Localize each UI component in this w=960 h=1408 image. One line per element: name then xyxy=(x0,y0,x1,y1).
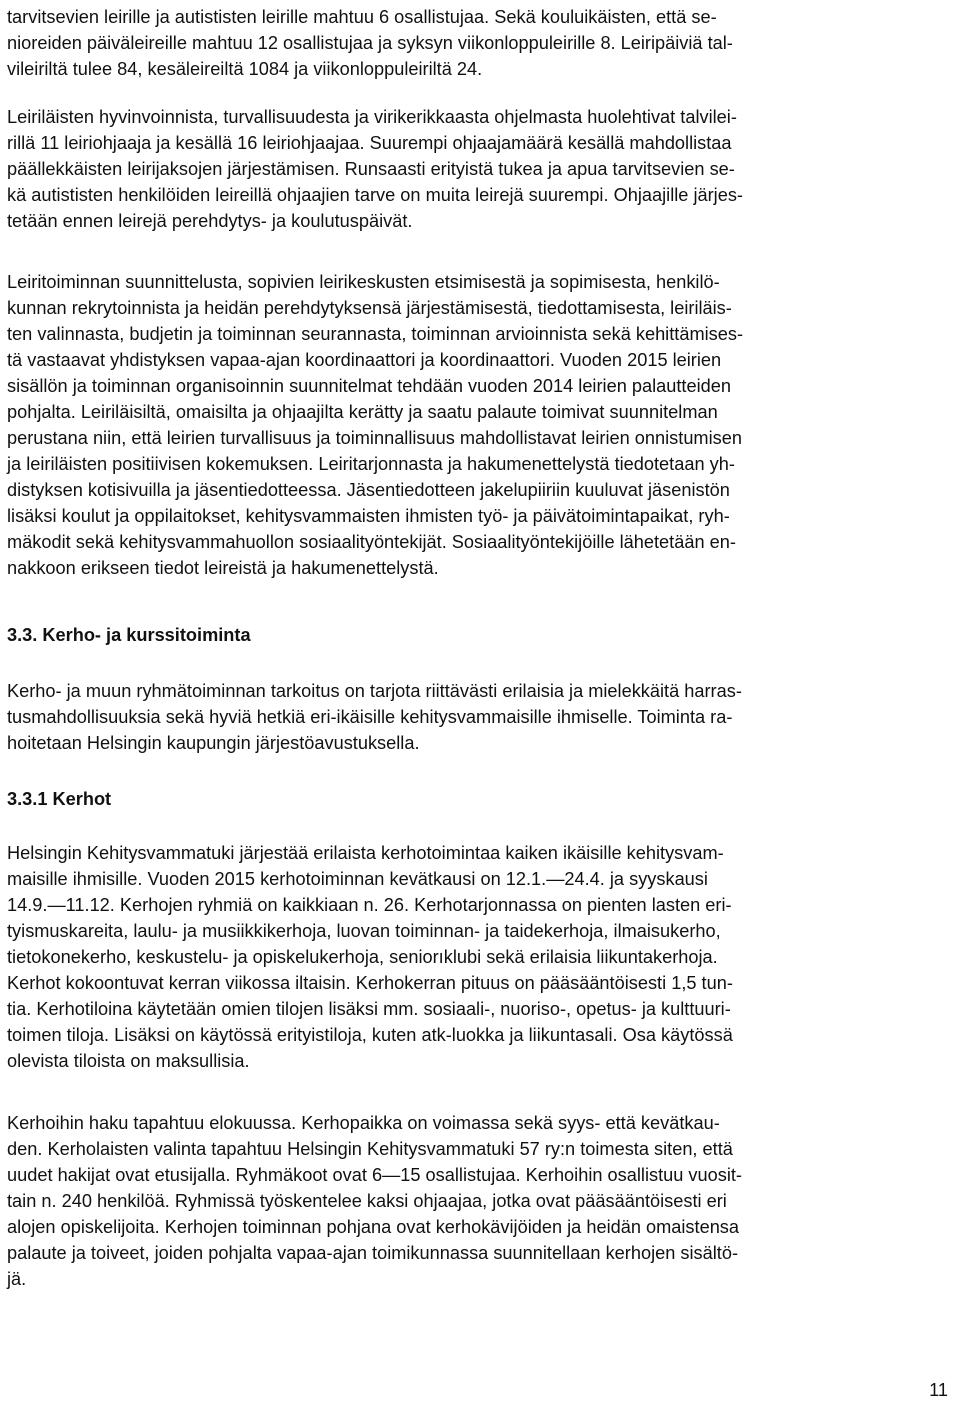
text-line: 14.9.—11.12. Kerhojen ryhmiä on kaikkiaan n. 26. Kerhotarjonnassa on pienten lasten eri- xyxy=(7,895,732,915)
text-line: sisällön ja toiminnan organisoinnin suunnitelmat tehdään vuoden 2014 leirien palautteiden xyxy=(7,376,731,396)
paragraph-club-application xyxy=(7,1110,954,1292)
text-line: pohjalta. Leiriläisiltä, omaisilta ja ohjaajilta kerätty ja saatu palaute toimivat suunnitelman xyxy=(7,402,718,422)
text-line: Leiriläisten hyvinvoinnista, turvallisuudesta ja virikerikkaasta ohjelmasta huolehtivat talvilei- xyxy=(7,107,737,127)
text-line: tyismuskareita, laulu- ja musiikkikerhoja, luovan toiminnan- ja taidekerhoja, ilmaisukerho, xyxy=(7,921,721,941)
text-line: uudet hakijat ovat etusijalla. Ryhmäkoot ovat 6—15 osallistujaa. Kerhoihin osallistuu vuosit- xyxy=(7,1165,742,1185)
text-line: distyksen kotisivuilla ja jäsentiedotteessa. Jäsentiedotteen jakelupiiriin kuuluvat jäsenistön xyxy=(7,480,730,500)
subsection-heading: 3.3.1 Kerhot xyxy=(7,789,112,809)
text-line: maisille ihmisille. Vuoden 2015 kerhotoiminnan kevätkausi on 12.1.—24.4. ja syyskausi xyxy=(7,869,708,889)
text-line: tain n. 240 henkilöä. Ryhmissä työskentelee kaksi ohjaajaa, jotka ovat pääsääntöisesti eri xyxy=(7,1191,727,1211)
text-line: den. Kerholaisten valinta tapahtuu Helsingin Kehitysvammatuki 57 ry:n toimesta siten, että xyxy=(7,1139,733,1159)
text-line: tä vastaavat yhdistyksen vapaa-ajan koordinaattori ja koordinaattori. Vuoden 2015 leirien xyxy=(7,350,722,370)
text-line: Kerhot kokoontuvat kerran viikossa iltaisin. Kerhokerran pituus on pääsääntöisesti 1,5 tun- xyxy=(7,973,733,993)
page-number: 11 xyxy=(929,1380,948,1400)
paragraph-camp-planning xyxy=(7,269,954,581)
text-line: jä. xyxy=(7,1269,27,1289)
text-line: vileiriltä tulee 84, kesäleireiltä 1084 ja viikonloppuleiriltä 24. xyxy=(7,59,483,79)
text-line: tetään ennen leirejä perehdytys- ja koulutuspäivät. xyxy=(7,211,413,231)
text-line: tarvitsevien leirille ja autististen leirille mahtuu 6 osallistujaa. Sekä kouluikäisten, että se- xyxy=(7,7,717,27)
text-line: rillä 11 leiriohjaaja ja kesällä 16 leiriohjaajaa. Suurempi ohjaajamäärä kesällä mahdollistaa xyxy=(7,133,732,153)
text-line: kä autististen henkilöiden leireillä ohjaajien tarve on muita leirejä suurempi. Ohjaajille järjes- xyxy=(7,185,743,205)
text-line: tusmahdollisuuksia sekä hyviä hetkiä eri-ikäisille kehitysvammaisille ihmiselle. Toiminta ra- xyxy=(7,707,733,727)
text-line: olevista tiloista on maksullisia. xyxy=(7,1051,250,1071)
text-line: nioreiden päiväleireille mahtuu 12 osallistujaa ja syksyn viikonloppuleirille 8. Leiripäiviä tal- xyxy=(7,33,733,53)
text-line: päällekkäisten leirijaksojen järjestämisen. Runsaasti erityistä tukea ja apua tarvitsevien se- xyxy=(7,159,735,179)
text-line: toimen tiloja. Lisäksi on käytössä erityistiloja, kuten atk-luokka ja liikuntasali. Osa käytössä xyxy=(7,1025,733,1045)
text-line: ja leiriläisten positiivisen kokemuksen. Leiritarjonnasta ja hakumenettelystä tiedotetaan yh- xyxy=(7,454,735,474)
text-line: Helsingin Kehitysvammatuki järjestää erilaista kerhotoimintaa kaiken ikäisille kehitysvam- xyxy=(7,843,724,863)
text-line: alojen opiskelijoita. Kerhojen toiminnan pohjana ovat kerhokävijöiden ja heidän omaistensa xyxy=(7,1217,740,1237)
text-line: Kerhoihin haku tapahtuu elokuussa. Kerhopaikka on voimassa sekä syys- että kevätkau- xyxy=(7,1113,720,1133)
text-line: Kerho- ja muun ryhmätoiminnan tarkoitus on tarjota riittävästi erilaisia ja mielekkäitä harras- xyxy=(7,681,742,701)
text-line: tietokonekerho, keskustelu- ja opiskelukerhoja, seniorıklubi sekä erilaisia liikuntakerhoja. xyxy=(7,947,718,967)
text-line: hoitetaan Helsingin kaupungin järjestöavustuksella. xyxy=(7,733,420,753)
document-page xyxy=(7,0,954,1408)
text-line: Leiritoiminnan suunnittelusta, sopivien leirikeskusten etsimisestä ja sopimisesta, henkilö- xyxy=(7,272,720,292)
text-line: tia. Kerhotiloina käytetään omien tilojen lisäksi mm. sosiaali-, nuoriso-, opetus- ja kulttuuri- xyxy=(7,999,731,1019)
text-line: nakkoon erikseen tiedot leireistä ja hakumenettelystä. xyxy=(7,558,439,578)
text-line: kunnan rekrytoinnista ja heidän perehdytyksensä järjestämisestä, tiedottamisesta, leiriläis- xyxy=(7,298,732,318)
paragraph-camp-capacity xyxy=(7,4,954,82)
text-line: ten valinnasta, budjetin ja toiminnan seurannasta, toiminnan arvioinnista sekä kehittämises- xyxy=(7,324,743,344)
text-line: palaute ja toiveet, joiden pohjalta vapaa-ajan toimikunnassa suunnitellaan kerhojen sisältö- xyxy=(7,1243,739,1263)
paragraph-clubs-overview xyxy=(7,840,954,1074)
section-heading: 3.3. Kerho- ja kurssitoiminta xyxy=(7,625,251,645)
paragraph-camp-staff xyxy=(7,104,954,234)
paragraph-club-purpose xyxy=(7,678,954,756)
text-line: mäkodit sekä kehitysvammahuollon sosiaalityöntekijät. Sosiaalityöntekijöille lähetetään en- xyxy=(7,532,736,552)
text-line: perustana niin, että leirien turvallisuus ja toiminnallisuus mahdollistavat leirien onnistumisen xyxy=(7,428,742,448)
text-line: lisäksi koulut ja oppilaitokset, kehitysvammaisten ihmisten työ- ja päivätoimintapaikat, ryh- xyxy=(7,506,730,526)
